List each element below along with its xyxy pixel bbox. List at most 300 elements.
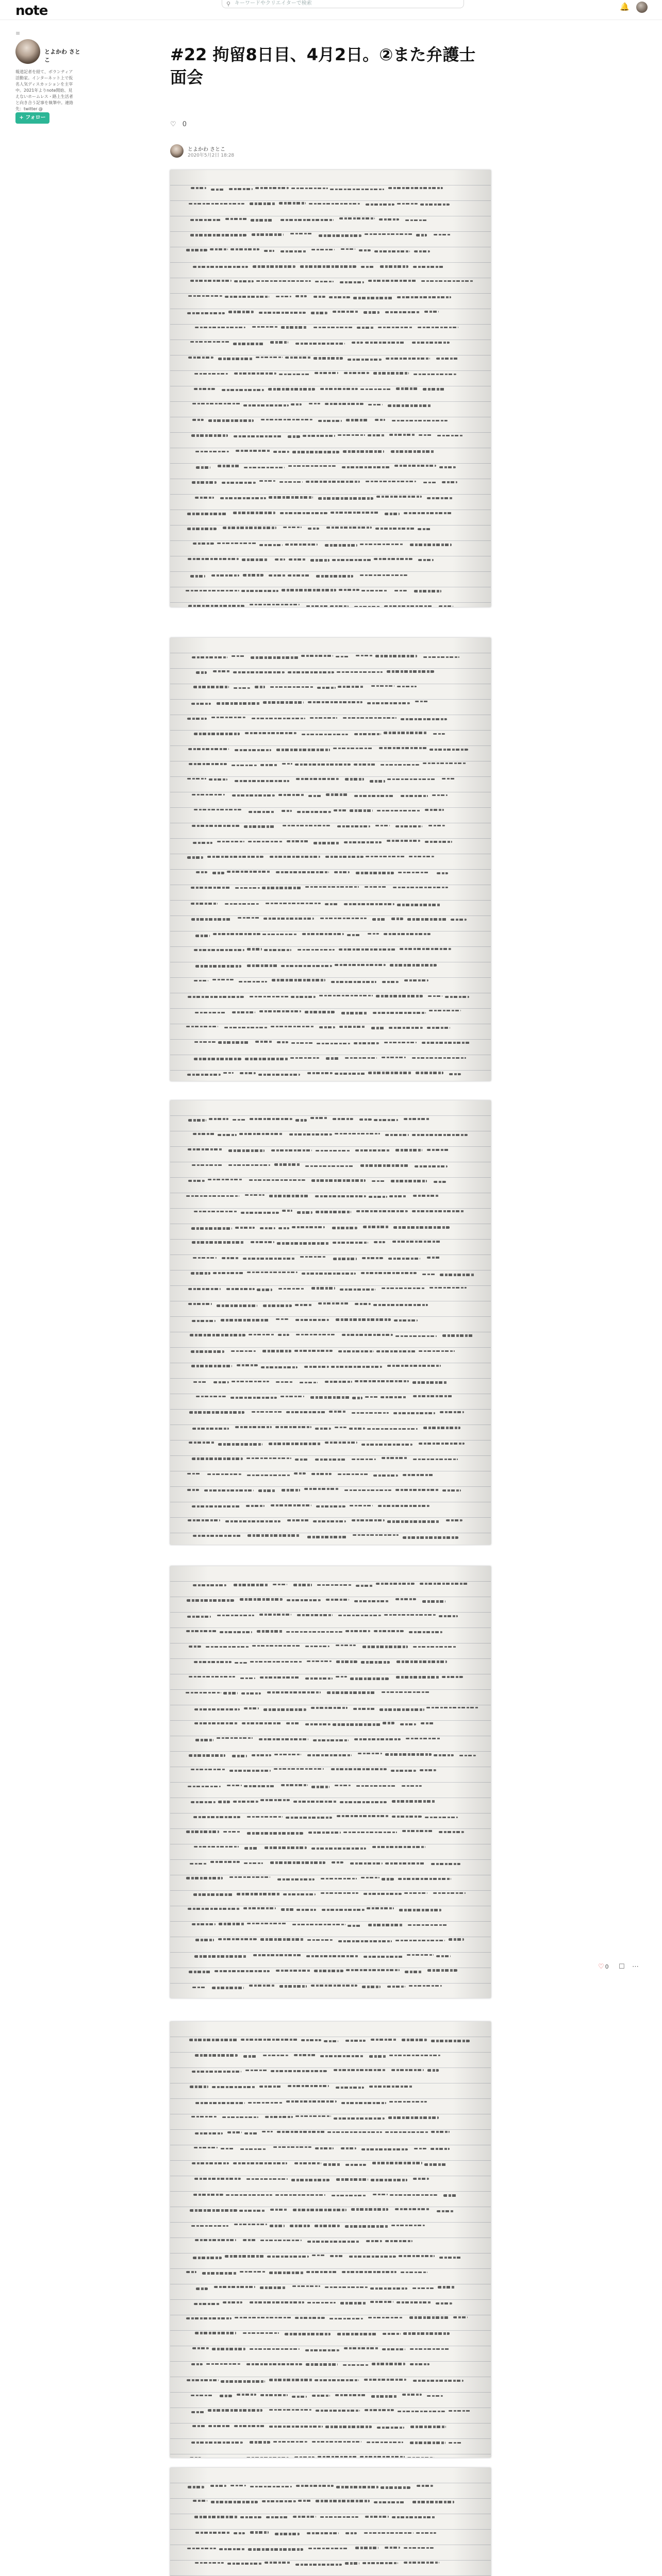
handwriting-stroke: [434, 1181, 446, 1183]
handwriting-stroke: [188, 1180, 205, 1182]
handwriting-stroke: [252, 1645, 301, 1647]
handwriting-stroke: [190, 1334, 245, 1336]
handwriting-stroke: [333, 311, 358, 313]
handwriting-stroke: [195, 451, 229, 452]
handwriting-stroke: [195, 2332, 236, 2334]
handwriting-stroke: [436, 1955, 451, 1957]
handwriting-stroke: [190, 2457, 201, 2458]
handwriting-stroke: [401, 795, 428, 797]
handwriting-stroke: [410, 2442, 445, 2444]
handwriting-stroke: [353, 1708, 376, 1710]
handwriting-stroke: [377, 2427, 404, 2429]
handwriting-stroke: [281, 326, 308, 329]
handwriting-stroke: [385, 2240, 412, 2242]
handwriting-stroke: [336, 1676, 347, 1677]
handwriting-stroke: [433, 1892, 466, 1894]
handwriting-stroke: [396, 1660, 447, 1663]
handwriting-stroke: [255, 686, 266, 688]
handwriting-stroke: [352, 1519, 385, 1521]
handwriting-stroke: [288, 574, 310, 577]
handwriting-stroke: [319, 995, 373, 996]
handwriting-stroke: [219, 1923, 244, 1925]
handwriting-stroke: [220, 2395, 232, 2397]
handwriting-stroke: [186, 249, 207, 251]
handwriting-stroke: [319, 234, 361, 237]
handwriting-stroke: [195, 965, 241, 968]
handwriting-stroke: [251, 1241, 275, 1243]
handwriting-stroke: [337, 671, 383, 673]
handwriting-stroke: [326, 1599, 350, 1601]
handwriting-stroke: [421, 1722, 434, 1724]
handwriting-stroke: [260, 1799, 290, 1801]
handwriting-stroke: [315, 281, 334, 282]
handwriting-stroke: [260, 2394, 287, 2396]
handwriting-stroke: [425, 809, 444, 811]
handwriting-stroke: [379, 747, 427, 749]
handwriting-stroke: [279, 202, 306, 205]
handwriting-stroke: [225, 903, 259, 905]
handwriting-stroke: [194, 1722, 238, 1724]
handwriting-stroke: [413, 2380, 463, 2382]
handwriting-stroke: [372, 1846, 425, 1848]
handwriting-stroke: [325, 903, 338, 905]
handwriting-stroke: [405, 219, 428, 221]
handwriting-stroke: [383, 1722, 394, 1724]
handwriting-stroke: [385, 2131, 429, 2133]
handwriting-stroke: [397, 686, 416, 687]
handwriting-stroke: [329, 296, 350, 298]
handwriting-stroke: [406, 1738, 440, 1739]
handwriting-stroke: [337, 2333, 376, 2335]
handwriting-stroke: [428, 825, 445, 826]
handwriting-stroke: [384, 605, 432, 607]
handwriting-stroke: [196, 671, 207, 674]
handwriting-stroke: [311, 1707, 347, 1709]
handwriting-stroke: [392, 1816, 422, 1818]
user-avatar[interactable]: [636, 2, 648, 13]
author-avatar[interactable]: [170, 144, 184, 158]
handwriting-stroke: [294, 2054, 316, 2056]
follow-label: フォロー: [25, 115, 46, 121]
more-icon[interactable]: ⋯: [632, 1963, 639, 1971]
handwriting-stroke: [267, 2256, 309, 2258]
handwriting-stroke: [189, 1442, 214, 1444]
handwriting-stroke: [191, 2116, 217, 2117]
handwriting-stroke: [398, 1878, 452, 1880]
handwriting-stroke: [436, 358, 458, 360]
handwriting-stroke: [362, 1257, 383, 1259]
handwriting-stroke: [374, 558, 412, 560]
handwriting-stroke: [214, 1970, 270, 1972]
handwriting-stroke: [259, 2086, 282, 2088]
handwriting-stroke: [240, 2148, 266, 2150]
handwriting-stroke: [361, 2148, 408, 2150]
handwriting-stroke: [318, 497, 373, 500]
handwriting-stroke: [231, 655, 246, 657]
handwriting-stroke: [316, 2410, 360, 2412]
handwriting-stroke: [276, 1381, 293, 1383]
handwriting-stroke: [375, 825, 390, 826]
handwriting-stroke: [264, 1846, 307, 1849]
floating-like-button[interactable]: [598, 1963, 609, 1971]
handwriting-stroke: [252, 326, 278, 328]
handwriting-stroke: [193, 543, 214, 545]
handwriting-stroke: [395, 1598, 417, 1600]
bookmark-icon[interactable]: ☐: [619, 1963, 625, 1971]
note-logo[interactable]: note: [15, 3, 48, 19]
handwriting-stroke: [245, 1058, 288, 1060]
handwriting-stroke: [420, 1583, 468, 1585]
handwriting-stroke: [414, 590, 441, 592]
handwriting-stroke: [244, 1707, 259, 1709]
handwriting-stroke: [374, 1630, 404, 1632]
handwriting-stroke: [286, 1411, 326, 1413]
handwriting-stroke: [230, 2485, 246, 2486]
handwriting-stroke: [407, 918, 448, 921]
handwriting-stroke: [187, 718, 207, 720]
handwriting-stroke: [244, 1785, 274, 1787]
handwriting-stroke: [391, 2069, 424, 2071]
handwriting-stroke: [340, 1289, 375, 1291]
handwriting-stroke: [228, 1164, 271, 1166]
handwriting-stroke: [262, 2131, 273, 2132]
handwriting-stroke: [325, 544, 357, 547]
handwriting-stroke: [213, 933, 260, 935]
handwriting-stroke: [387, 670, 434, 673]
handwriting-stroke: [255, 187, 289, 189]
handwriting-stroke: [371, 2179, 407, 2181]
handwriting-stroke: [282, 1489, 300, 1492]
handwriting-stroke: [281, 1908, 294, 1911]
handwriting-stroke: [250, 996, 289, 997]
handwriting-stroke: [384, 933, 430, 935]
handwriting-stroke: [300, 1256, 326, 1258]
handwriting-stroke: [193, 1133, 216, 1135]
handwriting-stroke: [365, 2409, 394, 2411]
handwriting-stroke: [370, 780, 385, 783]
handwriting-stroke: [345, 778, 364, 781]
handwriting-stroke: [331, 981, 376, 983]
handwriting-stroke: [333, 1118, 353, 1120]
handwriting-stroke: [340, 281, 364, 283]
handwriting-stroke: [227, 2563, 261, 2565]
handwriting-stroke: [380, 2486, 410, 2489]
handwriting-stroke: [356, 1785, 395, 1787]
handwriting-stroke: [440, 1411, 464, 1413]
handwriting-stroke: [310, 717, 337, 719]
handwriting-stroke: [440, 1274, 474, 1276]
handwriting-stroke: [227, 2131, 242, 2133]
handwriting-stroke: [295, 2115, 330, 2117]
handwriting-stroke: [277, 1878, 315, 1880]
handwriting-stroke: [236, 450, 271, 452]
handwriting-stroke: [260, 1227, 275, 1229]
handwriting-stroke: [212, 872, 224, 874]
handwriting-stroke: [412, 1134, 468, 1136]
notebook-page-4: [170, 1566, 491, 1998]
handwriting-stroke: [416, 234, 427, 236]
handwriting-stroke: [208, 419, 254, 422]
handwriting-stroke: [270, 1861, 325, 1864]
handwriting-stroke: [191, 1350, 224, 1353]
handwriting-stroke: [310, 559, 329, 562]
handwriting-stroke: [322, 1909, 365, 1911]
handwriting-stroke: [276, 871, 329, 873]
handwriting-stroke: [212, 979, 233, 980]
handwriting-stroke: [263, 1304, 292, 1307]
search-input[interactable]: [222, 0, 464, 8]
handwriting-stroke: [367, 702, 410, 704]
handwriting-stroke: [316, 2500, 370, 2502]
handwriting-stroke: [194, 2178, 241, 2180]
follow-plus-icon: +: [19, 115, 26, 121]
handwriting-stroke: [233, 343, 263, 345]
handwriting-stroke: [382, 981, 398, 983]
handwriting-stroke: [191, 903, 218, 905]
handwriting-stroke: [250, 2486, 292, 2487]
heart-icon[interactable]: ♡: [170, 121, 176, 128]
handwriting-stroke: [432, 794, 448, 796]
handwriting-stroke: [297, 1211, 312, 1214]
handwriting-stroke: [246, 2178, 287, 2180]
handwriting-stroke: [336, 1318, 391, 1321]
handwriting-stroke: [439, 1615, 458, 1617]
handwriting-stroke: [373, 1304, 428, 1306]
handwriting-stroke: [217, 543, 256, 544]
handwriting-stroke: [427, 1027, 451, 1029]
handwriting-stroke: [368, 2317, 403, 2318]
handwriting-stroke: [459, 1755, 476, 1756]
handwriting-stroke: [384, 1614, 436, 1616]
handwriting-stroke: [193, 686, 228, 688]
handwriting-stroke: [211, 2501, 258, 2503]
handwriting-stroke: [384, 732, 427, 734]
handwriting-stroke: [213, 1272, 244, 1274]
handwriting-stroke: [306, 2271, 337, 2273]
handwriting-stroke: [393, 1412, 435, 1414]
handwriting-stroke: [239, 2210, 266, 2212]
handwriting-stroke: [263, 918, 314, 920]
handwriting-stroke: [362, 2562, 398, 2564]
handwriting-stroke: [387, 840, 420, 842]
handwriting-stroke: [270, 856, 320, 858]
handwriting-stroke: [413, 1195, 439, 1197]
handwriting-stroke: [311, 1848, 366, 1850]
handwriting-stroke: [345, 2562, 359, 2565]
post-date: 2020年5月2日 18:28: [188, 153, 235, 158]
handwriting-stroke: [320, 918, 367, 919]
handwriting-stroke: [345, 2225, 389, 2228]
handwriting-stroke: [403, 2332, 450, 2335]
handwriting-stroke: [278, 1227, 289, 1229]
sidebar-author-name[interactable]: とよかわ さとこ: [44, 48, 80, 63]
handwriting-stroke: [305, 1723, 330, 1725]
handwriting-stroke: [397, 904, 441, 906]
handwriting-stroke: [191, 918, 232, 921]
handwriting-stroke: [389, 2055, 440, 2056]
handwriting-stroke: [194, 1041, 216, 1043]
handwriting-stroke: [311, 1985, 357, 1987]
handwriting-stroke: [193, 1535, 242, 1537]
handwriting-stroke: [338, 434, 365, 436]
handwriting-stroke: [234, 280, 254, 282]
handwriting-stroke: [191, 1227, 233, 1230]
handwriting-stroke: [287, 840, 309, 842]
handwriting-stroke: [364, 2379, 406, 2381]
handwriting-stroke: [193, 1381, 207, 1383]
author-name[interactable]: とよかわ さとこ: [188, 147, 226, 152]
handwriting-stroke: [264, 949, 291, 951]
handwriting-stroke: [248, 841, 283, 842]
handwriting-stroke: [191, 187, 206, 189]
handwriting-stroke: [190, 280, 231, 282]
handwriting-stroke: [407, 1954, 434, 1956]
handwriting-stroke: [396, 2301, 431, 2303]
handwriting-stroke: [413, 374, 456, 375]
handwriting-stroke: [263, 1708, 306, 1711]
handwriting-stroke: [449, 2442, 462, 2444]
handwriting-stroke: [425, 1817, 457, 1818]
handwriting-stroke: [270, 341, 288, 344]
handwriting-stroke: [221, 2380, 265, 2383]
handwriting-stroke: [186, 2317, 231, 2319]
handwriting-stroke: [217, 1304, 257, 1307]
handwriting-stroke: [442, 1676, 463, 1678]
handwriting-stroke: [341, 2102, 386, 2104]
handwriting-stroke: [218, 1134, 236, 1136]
handwriting-stroke: [285, 357, 311, 359]
handwriting-stroke: [189, 1676, 235, 1677]
handwriting-stroke: [371, 2395, 397, 2398]
handwriting-stroke: [213, 670, 230, 672]
handwriting-stroke: [219, 2548, 245, 2550]
handwriting-stroke: [422, 1274, 435, 1275]
handwriting-stroke: [204, 1489, 254, 1492]
handwriting-stroke: [311, 1473, 332, 1475]
handwriting-stroke: [188, 1148, 223, 1150]
handwriting-stroke: [374, 2501, 406, 2503]
handwriting-stroke: [380, 764, 419, 766]
handwriting-stroke: [333, 748, 373, 749]
handwriting-stroke: [192, 1458, 242, 1460]
handwriting-stroke: [349, 1428, 365, 1430]
handwriting-stroke: [337, 825, 370, 827]
handwriting-stroke: [311, 1287, 335, 1290]
handwriting-stroke: [276, 1318, 289, 1320]
handwriting-stroke: [316, 1505, 345, 1507]
handwriting-stroke: [193, 2194, 223, 2196]
handwriting-stroke: [313, 842, 339, 844]
handwriting-stroke: [311, 249, 334, 250]
handwriting-stroke: [383, 2333, 401, 2335]
handwriting-stroke: [192, 794, 225, 795]
handwriting-stroke: [393, 887, 449, 888]
handwriting-stroke: [402, 1785, 422, 1787]
handwriting-stroke: [442, 481, 457, 483]
handwriting-stroke: [262, 934, 297, 935]
handwriting-stroke: [295, 1119, 307, 1122]
handwriting-stroke: [192, 2347, 209, 2349]
handwriting-stroke: [295, 2564, 342, 2566]
handwriting-stroke: [366, 204, 394, 206]
handwriting-stroke: [427, 2395, 443, 2397]
handwriting-stroke: [372, 2162, 422, 2164]
handwriting-stroke: [316, 575, 353, 578]
handwriting-stroke: [416, 1072, 443, 1074]
handwriting-stroke: [354, 1042, 379, 1044]
handwriting-stroke: [250, 2301, 304, 2303]
handwriting-stroke: [390, 964, 436, 967]
notebook-page-5: [170, 2022, 491, 2458]
handwriting-stroke: [193, 1816, 240, 1818]
handwriting-stroke: [336, 1645, 356, 1646]
handwriting-stroke: [376, 1350, 416, 1352]
handwriting-stroke: [356, 872, 394, 874]
handwriting-stroke: [352, 1412, 389, 1414]
handwriting-stroke: [277, 2131, 325, 2133]
handwriting-stroke: [334, 871, 350, 873]
handwriting-stroke: [218, 465, 240, 467]
handwriting-stroke: [342, 2271, 396, 2273]
handwriting-stroke: [304, 1488, 339, 1490]
handwriting-stroke: [315, 372, 338, 374]
handwriting-stroke: [339, 1026, 366, 1028]
handwriting-stroke: [439, 605, 453, 607]
handwriting-stroke: [310, 1117, 327, 1119]
handwriting-stroke: [341, 248, 355, 250]
handwriting-stroke: [309, 403, 320, 404]
bell-icon[interactable]: 🔔: [620, 2, 630, 11]
handwriting-stroke: [368, 933, 379, 935]
handwriting-stroke: [191, 2363, 203, 2365]
handwriting-stroke: [222, 389, 264, 391]
handwriting-stroke: [214, 2286, 255, 2288]
handwriting-stroke: [405, 1971, 422, 1973]
handwriting-stroke: [334, 2069, 386, 2071]
handwriting-stroke: [344, 841, 382, 843]
handwriting-stroke: [307, 1754, 352, 1756]
handwriting-stroke: [308, 528, 319, 530]
follow-button[interactable]: [15, 112, 49, 124]
handwriting-stroke: [232, 1755, 247, 1757]
handwriting-stroke: [331, 1366, 382, 1368]
handwriting-stroke: [361, 1877, 379, 1878]
handwriting-stroke: [194, 1211, 237, 1212]
handwriting-stroke: [329, 2318, 362, 2319]
handwriting-stroke: [223, 527, 276, 529]
handwriting-stroke: [221, 2148, 234, 2149]
handwriting-stroke: [382, 1691, 431, 1693]
handwriting-stroke: [359, 1118, 372, 1121]
handwriting-stroke: [350, 809, 372, 812]
handwriting-stroke: [345, 2164, 366, 2166]
handwriting-stroke: [427, 2069, 439, 2072]
handwriting-stroke: [373, 2194, 388, 2195]
handwriting-stroke: [246, 2363, 302, 2365]
handwriting-stroke: [187, 778, 206, 779]
handwriting-stroke: [243, 1258, 295, 1260]
handwriting-stroke: [316, 1150, 350, 1151]
handwriting-stroke: [269, 2379, 312, 2381]
avatar[interactable]: [15, 39, 40, 64]
handwriting-stroke: [414, 250, 430, 252]
handwriting-stroke: [218, 1041, 250, 1044]
handwriting-stroke: [190, 219, 221, 221]
handwriting-stroke: [269, 574, 286, 577]
handwriting-stroke: [445, 996, 469, 998]
handwriting-stroke: [195, 497, 214, 499]
handwriting-stroke: [269, 2272, 304, 2274]
